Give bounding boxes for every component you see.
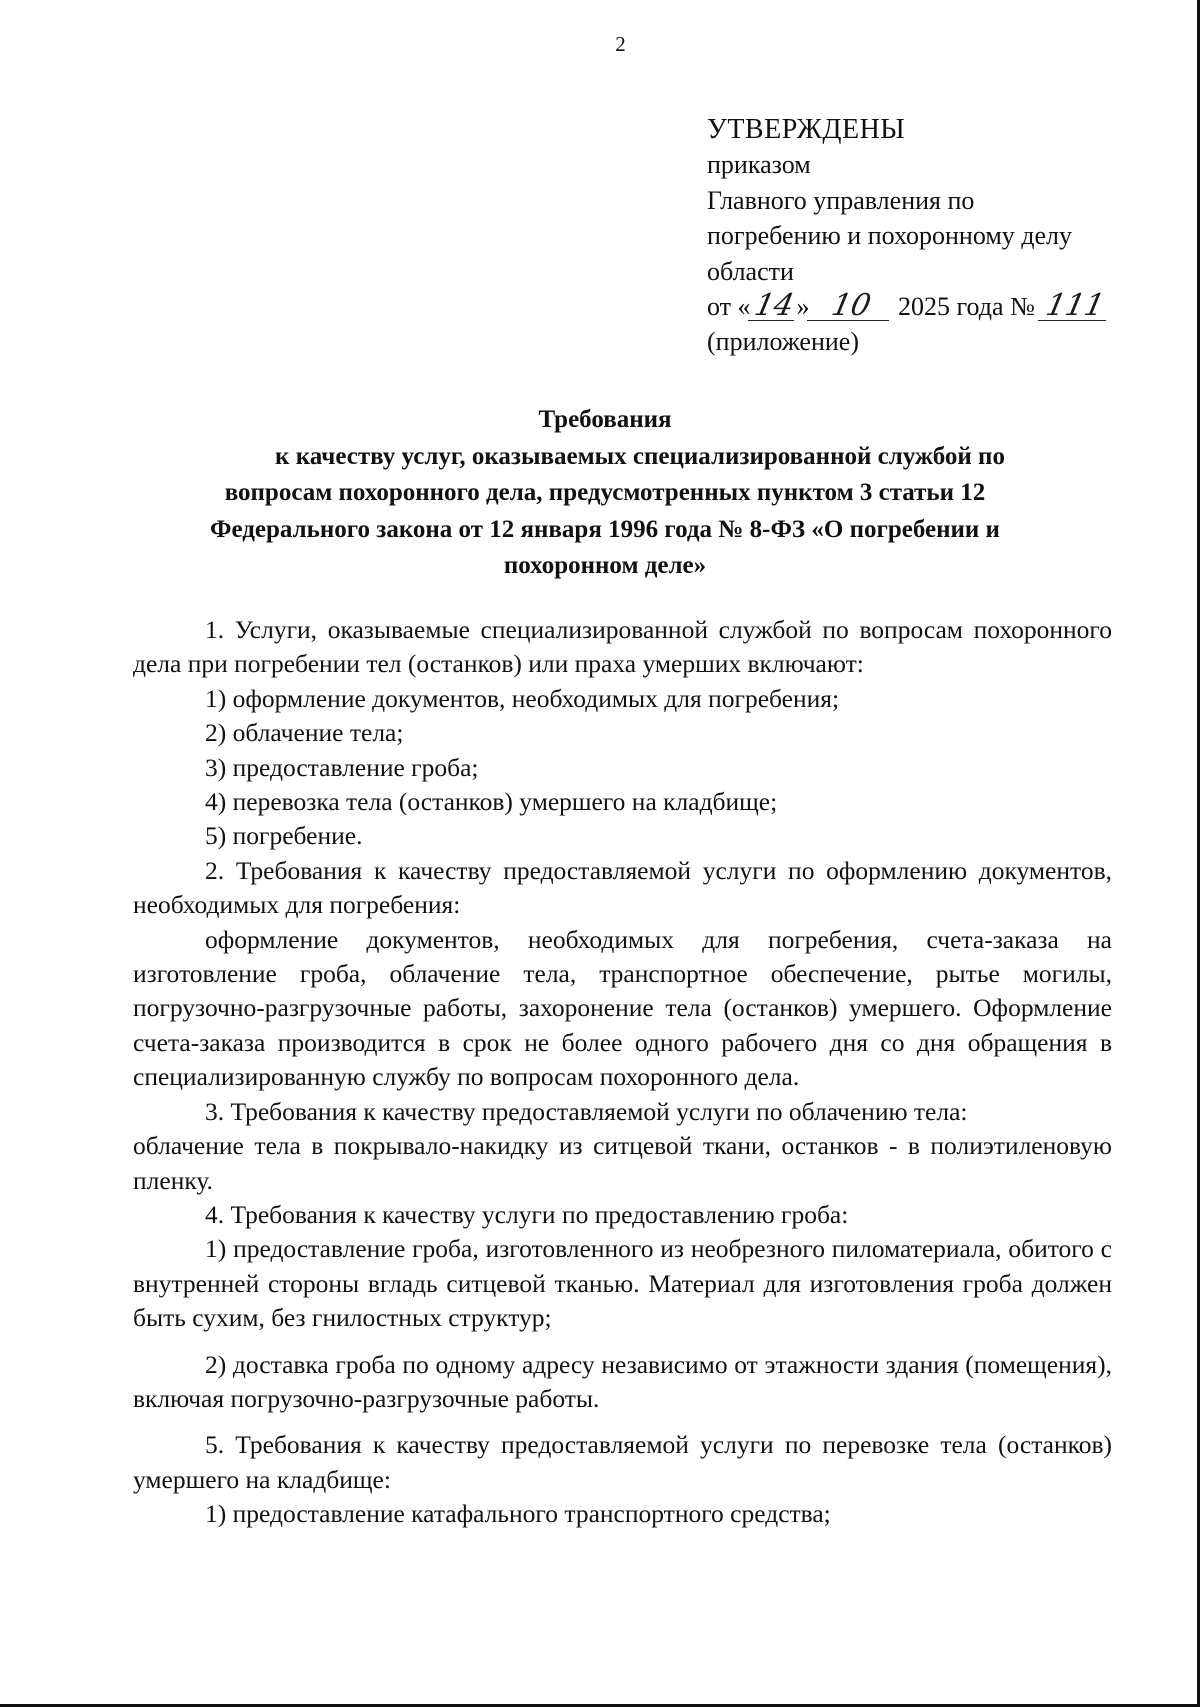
handwritten-order-number: 111: [1038, 292, 1112, 321]
handwritten-month: 10: [806, 292, 894, 321]
paragraph-3: 3. Требования к качеству предоставляемой услуги по облачению тела:: [205, 1096, 968, 1126]
paragraph-3-text: облачение тела в покрывало-накидку из ситцевой ткани, останков - в полиэтиленовую пленку.: [133, 1131, 1112, 1195]
date-mid: »: [796, 292, 810, 322]
heading-line-4: Федерального закона от 12 января 1996 года № 8-ФЗ «О погребении и: [210, 515, 1000, 543]
approval-line-1: приказом: [707, 150, 811, 180]
document-heading: [130, 402, 1080, 585]
page-number: 2: [615, 32, 626, 56]
paragraph-2-text: оформление документов, необходимых для погребения, счета-заказа на изготовление гроба, облачение тела, транспортное обеспечение, рытье могилы, погрузочно-разгрузочные работы, захоронение тела (останков) умершего. Оформление счета-заказа производится в срок не более одного рабочего дня со дня обращения в специализированную службу по вопросам похоронного дела.: [133, 924, 1112, 1092]
list-item-4-1: 1) предоставление гроба, изготовленного из необрезного пиломатериала, обитого с внутренней стороны вгладь ситцевой тканью. Материал для изготовления гроба должен быть сухим, без гнилостных структур;: [133, 1234, 1112, 1333]
approval-line-4: области: [707, 256, 794, 286]
paragraph-5: 5. Требования к качеству предоставляемой услуги по перевозке тела (останков) умершего на кладбище:: [133, 1430, 1112, 1494]
paragraph-4: 4. Требования к качеству услуги по предоставлению гроба:: [205, 1199, 849, 1229]
handwritten-day: 14: [747, 292, 799, 321]
heading-line-2: к качеству услуг, оказываемых специализированной службой по: [275, 442, 1005, 470]
approval-line-2: Главного управления по: [707, 185, 975, 215]
list-item-1-3: 3) предоставление гроба;: [205, 752, 479, 782]
list-item-1-1: 1) оформление документов, необходимых для погребения;: [205, 683, 840, 713]
heading-line-3: вопросам похоронного дела, предусмотренных пунктом 3 статьи 12: [224, 479, 986, 506]
approval-title: УТВЕРЖДЕНЫ: [707, 114, 906, 145]
date-prefix: от «: [707, 292, 751, 322]
heading-line-5: похоронном деле»: [503, 552, 707, 579]
list-item-1-5: 5) погребение.: [205, 821, 363, 851]
paragraph-1: 1. Услуги, оказываемые специализированной службой по вопросам похоронного дела при погребении тел (останков) или праха умерших включают:: [133, 615, 1112, 679]
list-item-1-2: 2) облачение тела;: [205, 718, 404, 748]
list-item-5-1: 1) предоставление катафального транспортного средства;: [205, 1499, 831, 1529]
approval-block: [707, 112, 1127, 360]
paragraph-2: 2. Требования к качеству предоставляемой услуги по оформлению документов, необходимых для погребения:: [133, 855, 1112, 920]
list-item-4-2: 2) доставка гроба по одному адресу независимо от этажности здания (помещения), включая погрузочно-разгрузочные работы.: [133, 1349, 1112, 1413]
approval-line-3: погребению и похоронному делу: [707, 221, 1073, 251]
document-body: [133, 613, 1112, 1532]
approval-date-line: [707, 289, 1127, 324]
date-year-text: 2025 года №: [898, 292, 1035, 322]
heading-line-1: Требования: [538, 406, 672, 433]
list-item-1-4: 4) перевозка тела (останков) умершего на кладбище;: [205, 787, 778, 817]
approval-appendix: (приложение): [707, 327, 860, 357]
